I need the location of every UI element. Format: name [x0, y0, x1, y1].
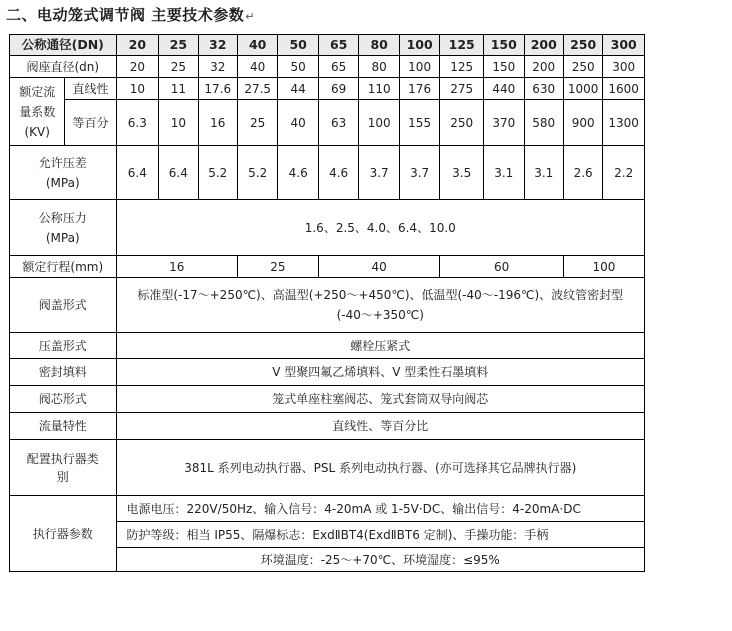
core-value: 笼式单座柱塞阀芯、笼式套筒双导向阀芯 [116, 386, 644, 413]
dp-cell: 3.7 [399, 146, 439, 200]
seat-cell: 32 [198, 56, 237, 78]
actuator-cfg-value: 381L 系列电动执行器、PSL 系列电动执行器、(亦可选择其它品牌执行器) [116, 440, 644, 496]
kv-linear-cell: 630 [524, 78, 563, 100]
seat-cell: 25 [159, 56, 198, 78]
header-cell: 50 [278, 35, 318, 56]
gland-value: 螺栓压紧式 [116, 333, 644, 359]
kv-linear-cell: 1000 [563, 78, 602, 100]
table-row [10, 386, 645, 413]
header-cell: 65 [318, 35, 358, 56]
actuator-line: 环境温度：-25～+70℃、环境湿度：≤95% [116, 548, 644, 572]
bonnet-label: 阀盖形式 [10, 278, 117, 333]
kv-linear-cell: 69 [318, 78, 358, 100]
kv-linear-cell: 44 [278, 78, 318, 100]
seat-label: 阀座直径(dn) [10, 56, 117, 78]
table-row [10, 100, 645, 146]
dp-cell: 4.6 [278, 146, 318, 200]
dp-label: 允许压差 (MPa) [10, 146, 117, 200]
seat-cell: 65 [318, 56, 358, 78]
table-row [10, 200, 645, 256]
dp-cell: 3.5 [440, 146, 484, 200]
pn-label: 公称压力 (MPa) [10, 200, 117, 256]
table-row [10, 333, 645, 359]
table-row [10, 359, 645, 386]
kv-label: 额定流 量系数 (KV) [10, 78, 65, 146]
kv-linear-cell: 17.6 [198, 78, 237, 100]
kv-pct-cell: 1300 [603, 100, 645, 146]
header-cell: 32 [198, 35, 237, 56]
table-row [10, 256, 645, 278]
header-cell: 150 [484, 35, 524, 56]
seat-cell: 20 [116, 56, 159, 78]
kv-pct-cell: 250 [440, 100, 484, 146]
seat-cell: 100 [399, 56, 439, 78]
dp-cell: 6.4 [116, 146, 159, 200]
header-cell: 250 [563, 35, 602, 56]
kv-pct-cell: 370 [484, 100, 524, 146]
kv-pct-cell: 580 [524, 100, 563, 146]
actuator-cfg-label: 配置执行器类 别 [10, 440, 117, 496]
dp-cell: 5.2 [198, 146, 237, 200]
header-cell: 25 [159, 35, 198, 56]
dp-cell: 2.2 [603, 146, 645, 200]
flow-label: 流量特性 [10, 413, 117, 440]
kv-linear-label: 直线性 [65, 78, 116, 100]
kv-pct-cell: 155 [399, 100, 439, 146]
kv-pct-cell: 10 [159, 100, 198, 146]
table-row [10, 440, 645, 496]
dp-cell: 3.1 [524, 146, 563, 200]
header-cell: 125 [440, 35, 484, 56]
packing-value: V 型聚四氟乙烯填料、V 型柔性石墨填料 [116, 359, 644, 386]
actuator-line: 电源电压：220V/50Hz、输入信号：4-20mA 或 1-5V·DC、输出信号：4-20mA·DC [116, 496, 644, 522]
kv-pct-cell: 40 [278, 100, 318, 146]
table-row [10, 278, 645, 333]
header-cell: 100 [399, 35, 439, 56]
table-row [10, 78, 645, 100]
kv-pct-cell: 6.3 [116, 100, 159, 146]
seat-cell: 250 [563, 56, 602, 78]
header-cell: 20 [116, 35, 159, 56]
seat-cell: 150 [484, 56, 524, 78]
dp-cell: 6.4 [159, 146, 198, 200]
table-row [10, 56, 645, 78]
kv-linear-cell: 1600 [603, 78, 645, 100]
header-label: 公称通径(DN) [10, 35, 117, 56]
seat-cell: 50 [278, 56, 318, 78]
header-cell: 300 [603, 35, 645, 56]
actuator-label: 执行器参数 [10, 496, 117, 572]
kv-pct-label: 等百分 [65, 100, 116, 146]
kv-linear-cell: 10 [116, 78, 159, 100]
dp-cell: 5.2 [237, 146, 277, 200]
packing-label: 密封填料 [10, 359, 117, 386]
stroke-cell: 16 [116, 256, 237, 278]
table-row [10, 413, 645, 440]
stroke-cell: 25 [237, 256, 318, 278]
bonnet-value: 标准型(-17～+250℃)、高温型(+250～+450℃)、低温型(-40～-196℃)、波纹管密封型 (-40～+350℃) [116, 278, 644, 333]
stroke-cell: 100 [563, 256, 644, 278]
kv-pct-cell: 900 [563, 100, 602, 146]
kv-pct-cell: 16 [198, 100, 237, 146]
stroke-label: 额定行程(mm) [10, 256, 117, 278]
dp-cell: 3.1 [484, 146, 524, 200]
table-row [10, 496, 645, 522]
seat-cell: 40 [237, 56, 277, 78]
header-cell: 200 [524, 35, 563, 56]
pn-value: 1.6、2.5、4.0、6.4、10.0 [116, 200, 644, 256]
seat-cell: 200 [524, 56, 563, 78]
seat-cell: 80 [359, 56, 399, 78]
gland-label: 压盖形式 [10, 333, 117, 359]
flow-value: 直线性、等百分比 [116, 413, 644, 440]
stroke-cell: 40 [318, 256, 439, 278]
kv-linear-cell: 440 [484, 78, 524, 100]
core-label: 阀芯形式 [10, 386, 117, 413]
kv-pct-cell: 63 [318, 100, 358, 146]
page-title: 二、电动笼式调节阀 主要技术参数↵ [6, 6, 255, 24]
stroke-cell: 60 [440, 256, 564, 278]
kv-linear-cell: 176 [399, 78, 439, 100]
dp-cell: 4.6 [318, 146, 358, 200]
kv-linear-cell: 275 [440, 78, 484, 100]
kv-pct-cell: 25 [237, 100, 277, 146]
actuator-line: 防护等级：相当 IP55、隔爆标志：ExdⅡBT4(ExdⅡBT6 定制)、手操功能：手柄 [116, 522, 644, 548]
seat-cell: 300 [603, 56, 645, 78]
kv-linear-cell: 11 [159, 78, 198, 100]
table-row [10, 146, 645, 200]
header-cell: 80 [359, 35, 399, 56]
dp-cell: 3.7 [359, 146, 399, 200]
dp-cell: 2.6 [563, 146, 602, 200]
header-cell: 40 [237, 35, 277, 56]
seat-cell: 125 [440, 56, 484, 78]
kv-pct-cell: 100 [359, 100, 399, 146]
table-row [10, 35, 645, 56]
spec-table [9, 34, 645, 572]
kv-linear-cell: 27.5 [237, 78, 277, 100]
kv-linear-cell: 110 [359, 78, 399, 100]
